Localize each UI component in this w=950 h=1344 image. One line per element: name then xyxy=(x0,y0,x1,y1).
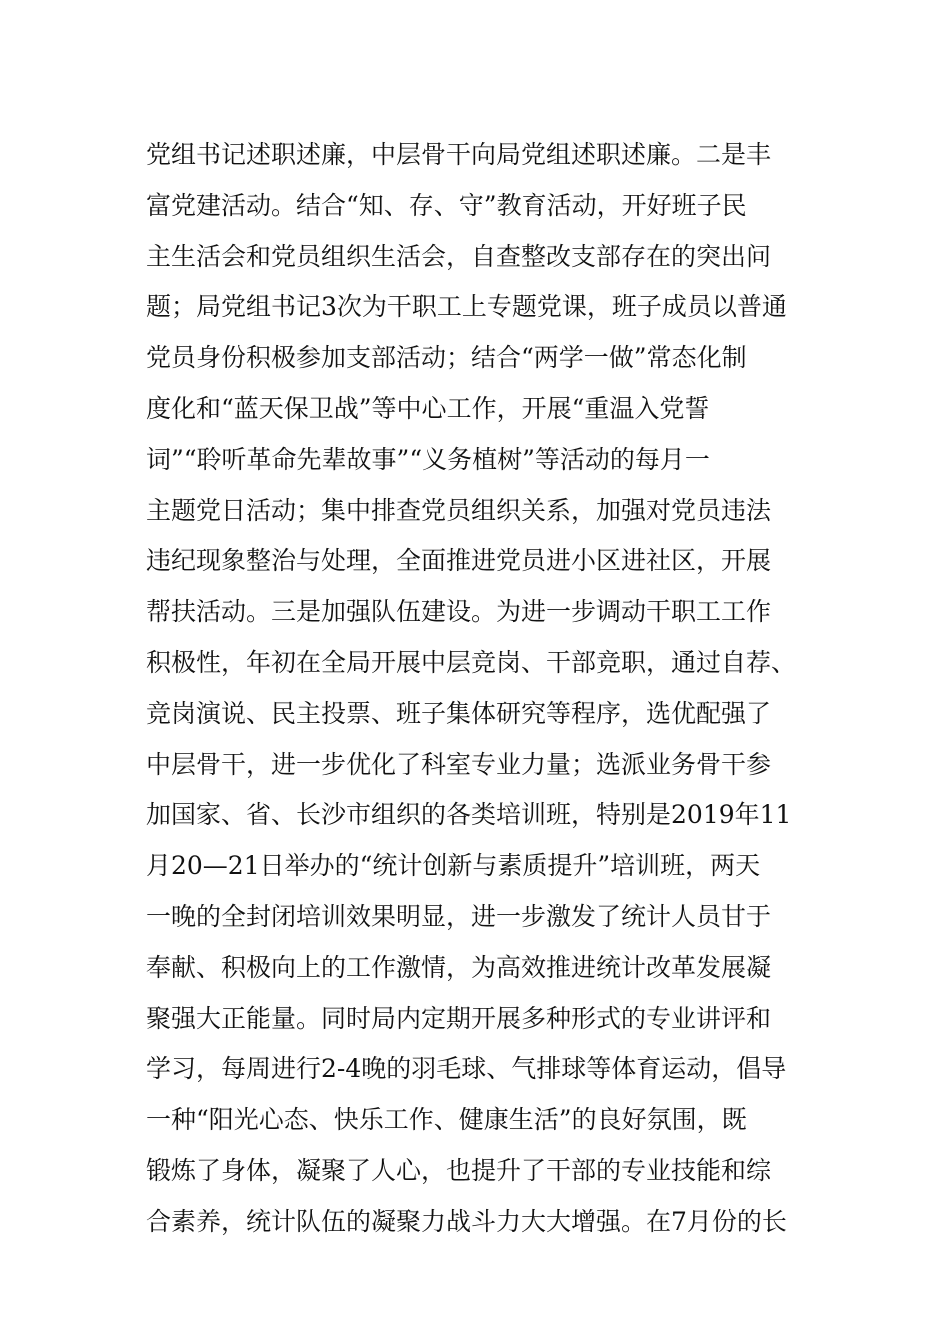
text-line: 党员身份积极参加支部活动；结合“两学一做”常态化制 xyxy=(146,343,747,373)
text-line: 主题党日活动；集中排查党员组织关系，加强对党员违法 xyxy=(146,495,772,525)
text-line: 月20—21日举办的“统计创新与素质提升”培训班，两天 xyxy=(146,851,761,881)
text-line: 帮扶活动。三是加强队伍建设。为进一步调动干职工工作 xyxy=(146,597,772,627)
text-line: 加国家、省、长沙市组织的各类培训班，特别是2019年11 xyxy=(146,800,792,830)
text-line: 奉献、积极向上的工作激情，为高效推进统计改革发展凝 xyxy=(146,952,772,982)
body-text xyxy=(146,130,811,1248)
text-line: 词”“聆听革命先辈故事”“义务植树”等活动的每月一 xyxy=(146,444,710,474)
text-line: 一种“阳光心态、快乐工作、健康生活”的良好氛围，既 xyxy=(146,1105,747,1135)
text-line: 党组书记述职述廉，中层骨干向局党组述职述廉。二是丰 xyxy=(146,140,772,169)
text-line: 一晚的全封闭培训效果明显，进一步激发了统计人员甘于 xyxy=(146,901,772,931)
text-line: 聚强大正能量。同时局内定期开展多种形式的专业讲评和 xyxy=(146,1003,772,1033)
text-line: 竞岗演说、民主投票、班子集体研究等程序，选优配强了 xyxy=(146,698,772,728)
text-line: 度化和“蓝天保卫战”等中心工作，开展“重温入党誓 xyxy=(146,393,710,423)
text-line: 违纪现象整治与处理，全面推进党员进小区进社区，开展 xyxy=(146,546,772,576)
text-line: 中层骨干，进一步优化了科室专业力量；选派业务骨干参 xyxy=(146,749,772,779)
text-line: 学习，每周进行2-4晚的羽毛球、气排球等体育运动，倡导 xyxy=(146,1054,787,1084)
text-line: 积极性，年初在全局开展中层竞岗、干部竞职，通过自荐、 xyxy=(146,647,797,677)
text-line: 合素养，统计队伍的凝聚力战斗力大大增强。在7月份的长 xyxy=(146,1206,787,1236)
text-line: 题；局党组书记3次为干职工上专题党课，班子成员以普通 xyxy=(146,292,787,322)
text-line: 富党建活动。结合“知、存、守”教育活动，开好班子民 xyxy=(146,190,747,220)
text-line: 主生活会和党员组织生活会，自查整改支部存在的突出问 xyxy=(146,241,772,271)
text-line: 锻炼了身体，凝聚了人心，也提升了干部的专业技能和综 xyxy=(146,1155,772,1185)
